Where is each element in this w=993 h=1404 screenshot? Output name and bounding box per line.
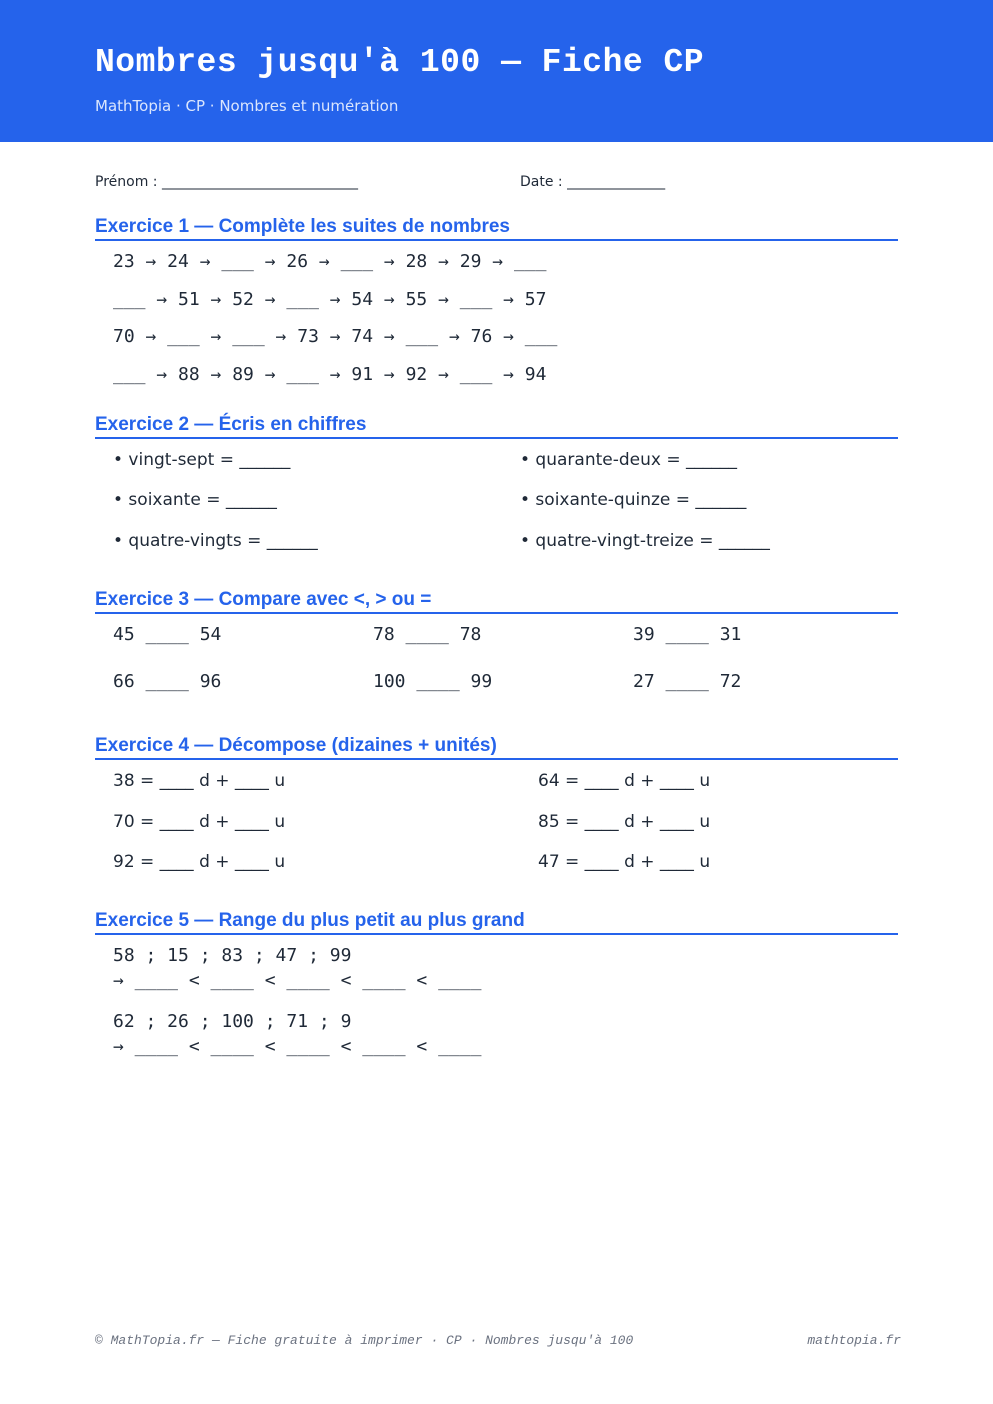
exercise-5-title: Exercice 5 — Range du plus petit au plus grand (95, 910, 898, 935)
compare-item[interactable]: 27 ____ 72 (633, 671, 742, 692)
decompose-item[interactable]: 85 = ____ d + ____ u (538, 812, 711, 832)
decompose-item[interactable]: 92 = ____ d + ____ u (113, 852, 286, 872)
number-list: 62 ; 26 ; 100 ; 71 ; 9 (113, 1011, 352, 1032)
word-number-item[interactable]: • soixante-quinze = ______ (520, 490, 747, 510)
sequence-row[interactable]: ___ → 51 → 52 → ___ → 54 → 55 → ___ → 57 (113, 289, 547, 310)
decompose-item[interactable]: 70 = ____ d + ____ u (113, 812, 286, 832)
compare-item[interactable]: 100 ____ 99 (373, 671, 493, 692)
sequence-row[interactable]: 23 → 24 → ___ → 26 → ___ → 28 → 29 → ___ (113, 251, 547, 272)
word-number-item[interactable]: • soixante = ______ (113, 490, 277, 510)
page-title: Nombres jusqu'à 100 — Fiche CP (95, 44, 705, 81)
word-number-item[interactable]: • quatre-vingts = ______ (113, 531, 318, 551)
footer-site-link[interactable]: mathtopia.fr (807, 1333, 901, 1348)
word-number-item[interactable]: • quarante-deux = ______ (520, 450, 737, 470)
compare-item[interactable]: 39 ____ 31 (633, 624, 742, 645)
exercise-2-title: Exercice 2 — Écris en chiffres (95, 414, 898, 439)
compare-item[interactable]: 78 ____ 78 (373, 624, 482, 645)
footer-copyright: © MathTopia.fr — Fiche gratuite à imprimer · CP · Nombres jusqu'à 100 (95, 1333, 634, 1348)
page-subtitle: MathTopia · CP · Nombres et numération (95, 97, 399, 115)
word-number-item[interactable]: • vingt-sept = ______ (113, 450, 291, 470)
date-field[interactable]: Date : ______________ (520, 174, 666, 190)
ordering-answer-row[interactable]: → ____ < ____ < ____ < ____ < ____ (113, 1036, 482, 1057)
exercise-3-title: Exercice 3 — Compare avec <, > ou = (95, 589, 898, 614)
sequence-row[interactable]: 70 → ___ → ___ → 73 → 74 → ___ → 76 → ___ (113, 326, 558, 347)
compare-item[interactable]: 45 ____ 54 (113, 624, 222, 645)
name-field[interactable]: Prénom : ____________________________ (95, 174, 358, 190)
exercise-1-title: Exercice 1 — Complète les suites de nombres (95, 216, 898, 241)
sequence-row[interactable]: ___ → 88 → 89 → ___ → 91 → 92 → ___ → 94 (113, 364, 547, 385)
exercise-4-title: Exercice 4 — Décompose (dizaines + unités) (95, 735, 898, 760)
page-footer (95, 1333, 901, 1348)
decompose-item[interactable]: 64 = ____ d + ____ u (538, 771, 711, 791)
ordering-answer-row[interactable]: → ____ < ____ < ____ < ____ < ____ (113, 970, 482, 991)
decompose-item[interactable]: 47 = ____ d + ____ u (538, 852, 711, 872)
number-list: 58 ; 15 ; 83 ; 47 ; 99 (113, 945, 352, 966)
student-info-row (95, 174, 898, 190)
word-number-item[interactable]: • quatre-vingt-treize = ______ (520, 531, 770, 551)
page-header (0, 0, 993, 142)
compare-item[interactable]: 66 ____ 96 (113, 671, 222, 692)
decompose-item[interactable]: 38 = ____ d + ____ u (113, 771, 286, 791)
